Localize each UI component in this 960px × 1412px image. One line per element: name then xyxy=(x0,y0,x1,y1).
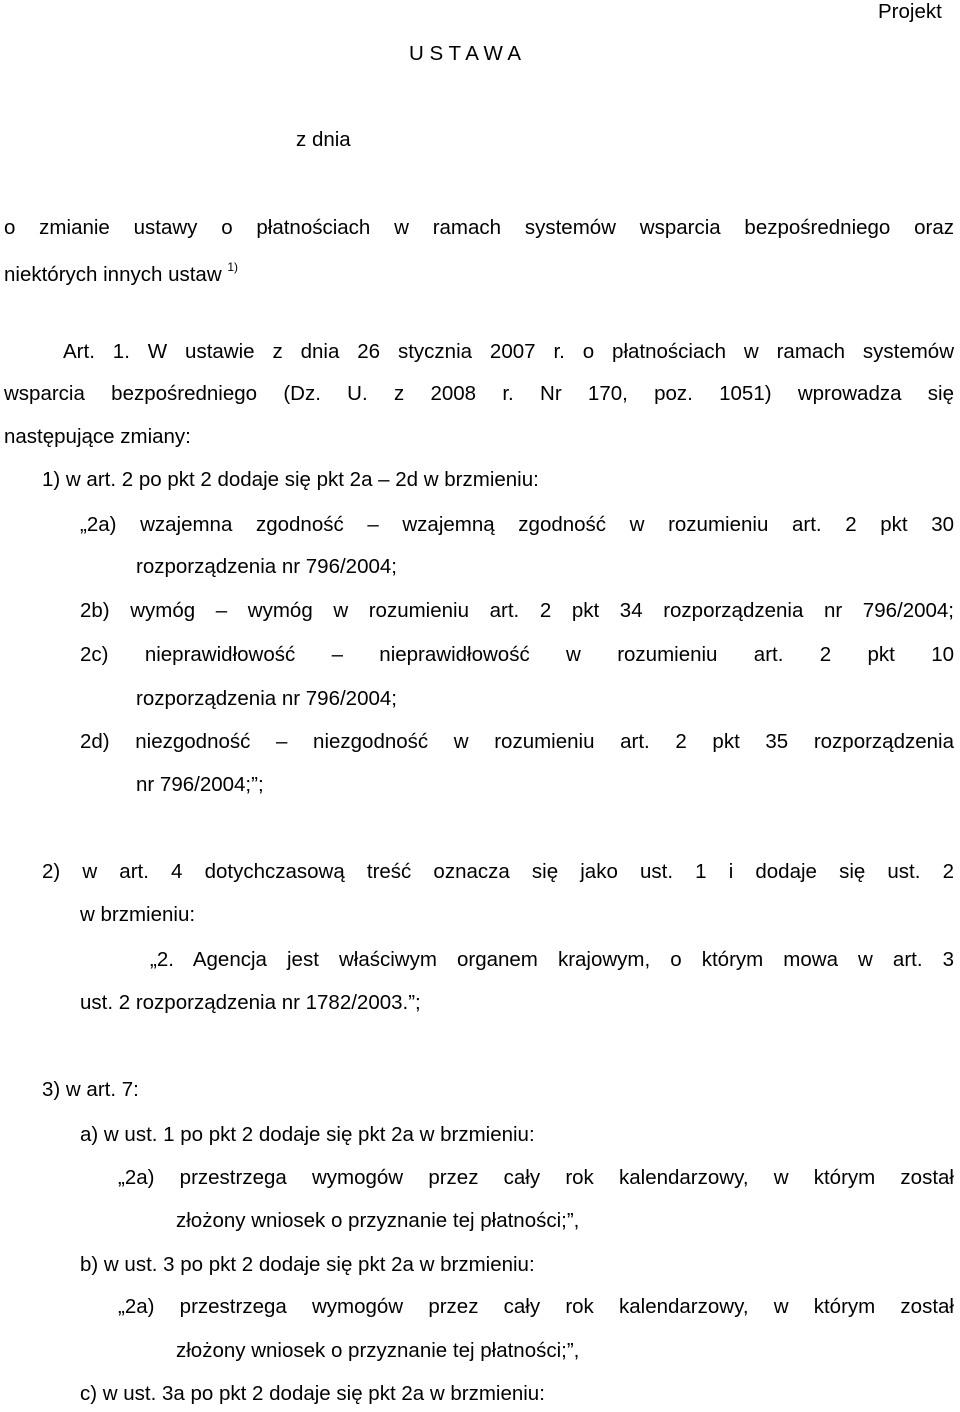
subject-line-2 xyxy=(4,261,238,286)
subject-line-1: o zmianie ustawy o płatnościach w ramach systemów wsparcia bezpośredniego oraz xyxy=(4,216,954,239)
point-3-c-intro: c) w ust. 3a po pkt 2 dodaje się pkt 2a w brzmieniu: xyxy=(80,1382,545,1405)
subject-text: niektórych innych ustaw xyxy=(4,263,222,286)
point-3-a-quote-line-2: złożony wniosek o przyznanie tej płatności;”, xyxy=(176,1209,580,1232)
point-3-a-intro: a) w ust. 1 po pkt 2 dodaje się pkt 2a w brzmieniu: xyxy=(80,1123,535,1146)
point-2-quote-line-2: ust. 2 rozporządzenia nr 1782/2003.”; xyxy=(80,991,421,1014)
footnote-reference: 1) xyxy=(227,260,239,274)
article-1-line-1: Art. 1. W ustawie z dnia 26 stycznia 2007 r. o płatnościach w ramach systemów xyxy=(63,340,954,363)
point-2-quote-line-1: „2. Agencja jest właściwym organem krajowym, o którym mowa w art. 3 xyxy=(150,948,954,971)
point-1-item-2d-line-1: 2d) niezgodność – niezgodność w rozumieniu art. 2 pkt 35 rozporządzenia xyxy=(80,730,954,753)
point-3-b-quote-line-2: złożony wniosek o przyznanie tej płatności;”, xyxy=(176,1339,580,1362)
point-3-a-quote-line-1: „2a) przestrzega wymogów przez cały rok kalendarzowy, w którym został xyxy=(118,1166,954,1189)
point-2-line-1: 2) w art. 4 dotychczasową treść oznacza się jako ust. 1 i dodaje się ust. 2 xyxy=(42,860,954,883)
point-1-item-2a-line-2: rozporządzenia nr 796/2004; xyxy=(136,555,397,578)
point-2-line-2: w brzmieniu: xyxy=(80,903,196,926)
point-1-item-2b: 2b) wymóg – wymóg w rozumieniu art. 2 pkt 34 rozporządzenia nr 796/2004; xyxy=(80,599,954,622)
point-1-item-2d-line-2: nr 796/2004;”; xyxy=(136,773,264,796)
point-1-item-2a-line-1: „2a) wzajemna zgodność – wzajemną zgodność w rozumieniu art. 2 pkt 30 xyxy=(80,513,954,536)
article-1-line-2: wsparcia bezpośredniego (Dz. U. z 2008 r. Nr 170, poz. 1051) wprowadza się xyxy=(4,382,954,405)
point-3-b-intro: b) w ust. 3 po pkt 2 dodaje się pkt 2a w brzmieniu: xyxy=(80,1253,535,1276)
projekt-label: Projekt xyxy=(878,0,942,23)
date-line: z dnia xyxy=(296,128,351,151)
article-1-line-3: następujące zmiany: xyxy=(4,425,191,448)
point-1-intro: 1) w art. 2 po pkt 2 dodaje się pkt 2a – 2d w brzmieniu: xyxy=(42,468,539,491)
document-title: U S T A W A xyxy=(409,42,522,65)
point-1-item-2c-line-2: rozporządzenia nr 796/2004; xyxy=(136,687,397,710)
point-3-b-quote-line-1: „2a) przestrzega wymogów przez cały rok kalendarzowy, w którym został xyxy=(118,1295,954,1318)
point-3-intro: 3) w art. 7: xyxy=(42,1078,139,1101)
point-1-item-2c-line-1: 2c) nieprawidłowość – nieprawidłowość w rozumieniu art. 2 pkt 10 xyxy=(80,643,954,666)
